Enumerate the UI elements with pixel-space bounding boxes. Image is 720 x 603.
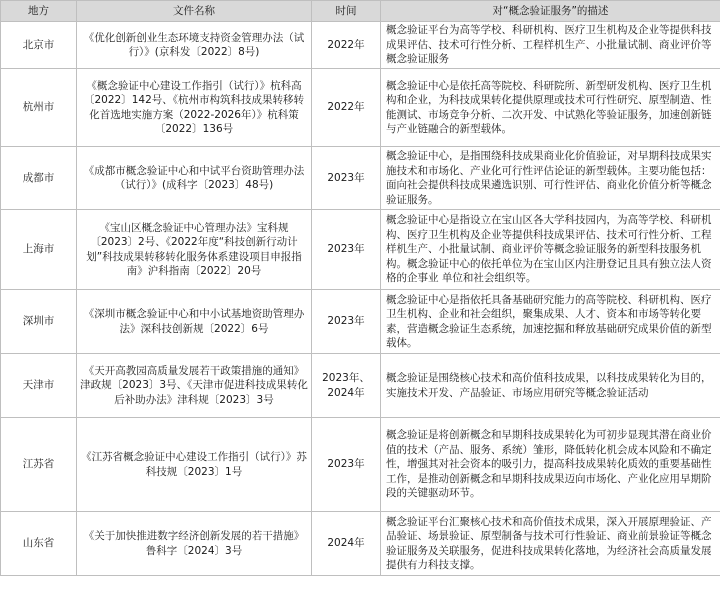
description-cell: 概念验证平台汇聚核心技术和高价值技术成果，深入开展原理验证、产品验证、场景验证、原型制备与技术可行性验证、商业前景验证等概念验证服务及关联服务，促进科技成果转化落地，为经济社会高质量发展提供有力科技支撑。: [381, 512, 720, 576]
region-cell: 江苏省: [1, 418, 77, 512]
time-cell: 2023年、2024年: [312, 354, 381, 418]
time-cell: 2023年: [312, 147, 381, 210]
table-row: [1, 147, 720, 210]
document-cell: 《江苏省概念验证中心建设工作指引（试行）》苏科技规〔2023〕1号: [77, 418, 312, 512]
description-cell: 概念验证中心是指依托具备基础研究能力的高等院校、科研机构、医疗卫生机构、企业和社会组织，聚集成果、人才、资本和市场等转化要素，营造概念验证生态系统，加速挖掘和释放基础研究成果价值的新型载体。: [381, 290, 720, 354]
description-cell: 概念验证平台为高等学校、科研机构、医疗卫生机构及企业等提供科技成果评估、技术可行性分析、工程样机生产、小批量试制、商业评价等概念验证服务: [381, 22, 720, 69]
document-cell: 《天开高教园高质量发展若干政策措施的通知》津政规〔2023〕3号、《天津市促进科技成果转化后补助办法》津科规〔2023〕3号: [77, 354, 312, 418]
table-row: [1, 69, 720, 147]
time-cell: 2024年: [312, 512, 381, 576]
region-cell: 北京市: [1, 22, 77, 69]
header-document: 文件名称: [77, 1, 312, 22]
description-cell: 概念验证是将创新概念和早期科技成果转化为可初步显现其潜在商业价值的技术（产品、服务、系统）雏形，降低转化机会成本风险和不确定性，增强其对社会资本的吸引力，提高科技成果转化质效的重要基础性工作，是推动创新概念和早期科技成果迈向市场化、产业化应用早期阶段的关键驱动环节。: [381, 418, 720, 512]
region-cell: 上海市: [1, 210, 77, 290]
time-cell: 2023年: [312, 290, 381, 354]
region-cell: 山东省: [1, 512, 77, 576]
description-cell: 概念验证中心是依托高等院校、科研院所、新型研发机构、医疗卫生机构和企业，为科技成果转化提供原理或技术可行性研究、原型制造、性能测试、市场竞争分析、二次开发、中试熟化等验证服务，加速创新链与产业链融合的新型载体。: [381, 69, 720, 147]
header-time: 时间: [312, 1, 381, 22]
table-row: [1, 22, 720, 69]
table-row: [1, 418, 720, 512]
header-region: 地方: [1, 1, 77, 22]
document-cell: 《概念验证中心建设工作指引（试行）》杭科高〔2022〕142号、《杭州市构筑科技成果转移转化首选地实施方案（2022-2026年）》杭科策〔2022〕136号: [77, 69, 312, 147]
table-row: [1, 512, 720, 576]
document-cell: 《关于加快推进数字经济创新发展的若干措施》鲁科字〔2024〕3号: [77, 512, 312, 576]
time-cell: 2022年: [312, 22, 381, 69]
region-cell: 杭州市: [1, 69, 77, 147]
header-description: 对“概念验证服务”的描述: [381, 1, 720, 22]
document-cell: 《优化创新创业生态环境支持资金管理办法（试行）》(京科发〔2022〕8号): [77, 22, 312, 69]
table-row: [1, 354, 720, 418]
table-row: [1, 210, 720, 290]
description-cell: 概念验证中心是指设立在宝山区各大学科技园内，为高等学校、科研机构、医疗卫生机构及企业等提供科技成果评估、技术可行性分析、工程样机生产、小批量试制、商业评价等概念验证服务的新型科技服务机构。概念验证中心的依托单位为在宝山区内注册登记且具有独立法人资格的企事业 单位和社会组织等。: [381, 210, 720, 290]
header-row: [1, 1, 720, 22]
description-cell: 概念验证是围绕核心技术和高价值科技成果，以科技成果转化为目的，实施技术开发、产品验证、市场应用研究等概念验证活动: [381, 354, 720, 418]
time-cell: 2022年: [312, 69, 381, 147]
document-cell: 《深圳市概念验证中心和中小试基地资助管理办法》深科技创新规〔2022〕6号: [77, 290, 312, 354]
table-row: [1, 290, 720, 354]
region-cell: 天津市: [1, 354, 77, 418]
region-cell: 成都市: [1, 147, 77, 210]
document-cell: 《成都市概念验证中心和中试平台资助管理办法（试行）》(成科字〔2023〕48号): [77, 147, 312, 210]
time-cell: 2023年: [312, 418, 381, 512]
time-cell: 2023年: [312, 210, 381, 290]
description-cell: 概念验证中心，是指围绕科技成果商业化价值验证，对早期科技成果实施技术和市场化、产业化可行性评估论证的新型载体。主要功能包括：面向社会提供科技成果遴选识别、可行性评估、商业化价值分析等概念验证服务。: [381, 147, 720, 210]
document-cell: 《宝山区概念验证中心管理办法》宝科规〔2023〕2号、《2022年度“科技创新行动计划”科技成果转移转化服务体系建设项目申报指南》沪科指南〔2022〕20号: [77, 210, 312, 290]
region-cell: 深圳市: [1, 290, 77, 354]
